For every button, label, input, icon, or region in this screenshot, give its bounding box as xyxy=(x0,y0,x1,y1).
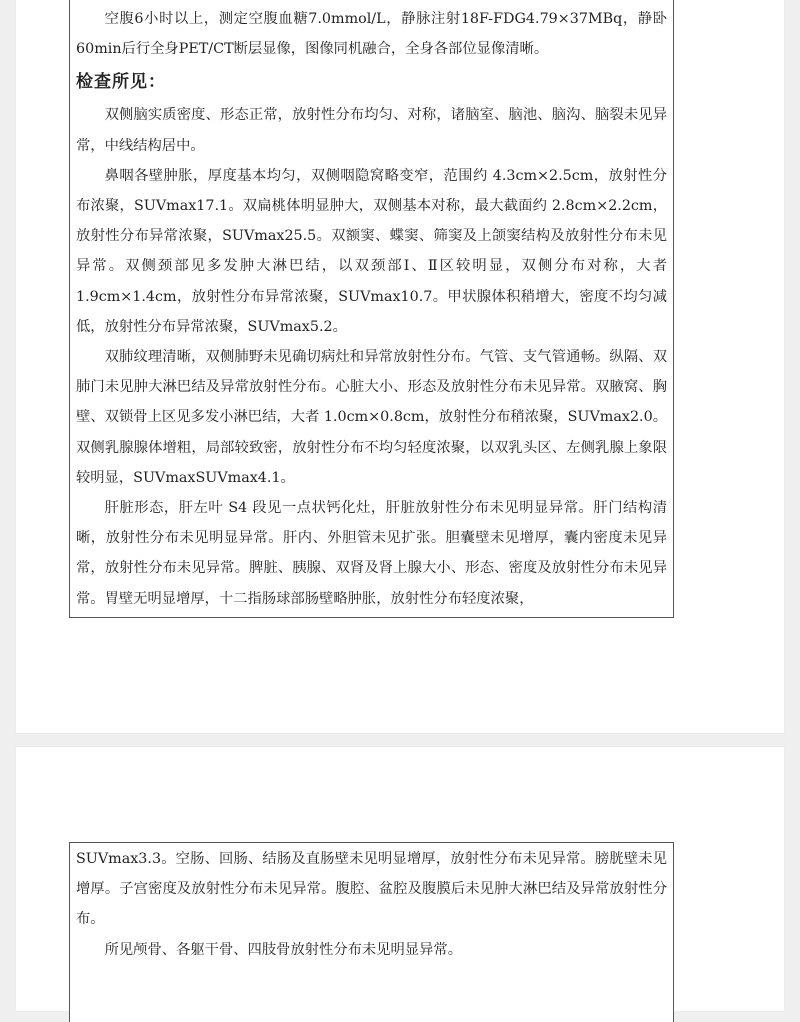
abdomen-pelvis-findings-paragraph: SUVmax3.3。空肠、回肠、结肠及直肠壁未见明显增厚，放射性分布未见异常。膀胱壁未见增厚。子宫密度及放射性分布未见异常。腹腔、盆腔及腹膜后未见肿大淋巴结及异常放射性分布。 xyxy=(76,851,667,928)
report-content-continued xyxy=(76,844,667,965)
brain-findings-paragraph: 双侧脑实质密度、形态正常，放射性分布均匀、对称，诸脑室、脑池、脑沟、脑裂未见异常，中线结构居中。 xyxy=(76,107,667,154)
exam-method-paragraph: 空腹6小时以上，测定空腹血糖7.0mmol/L，静脉注射18F-FDG4.79×37MBq，静卧60min后行全身PET/CT断层显像，图像同机融合，全身各部位显像清晰。 xyxy=(76,11,667,58)
report-page-2 xyxy=(16,747,784,1011)
head-neck-findings-paragraph: 鼻咽各壁肿胀，厚度基本均匀，双侧咽隐窝略变窄，范围约 4.3cm×2.5cm，放射性分布浓聚，SUVmax17.1。双扁桃体明显肿大，双侧基本对称，最大截面约 2.8cm×2.2cm，放射性分布异常浓聚，SUVmax25.5。双额窦、蝶窦、筛窦及上颌窦结构及放射性分布未见异常。双侧颈部见多发肿大淋巴结，以双颈部Ⅰ、Ⅱ区较明显，双侧分布对称，大者 1.9cm×1.4cm，放射性分布异常浓聚，SUVmax10.7。甲状腺体积稍增大，密度不均匀减低，放射性分布异常浓聚，SUVmax5.2。 xyxy=(76,167,667,335)
report-page-1 xyxy=(16,0,784,733)
findings-heading: 检查所见： xyxy=(76,72,166,93)
report-content xyxy=(76,4,667,614)
report-frame-continued xyxy=(69,842,674,1022)
abdomen-findings-paragraph: 肝脏形态，肝左叶 S4 段见一点状钙化灶，肝脏放射性分布未见明显异常。肝门结构清晰，放射性分布未见明显异常。肝内、外胆管未见扩张。胆囊壁未见增厚，囊内密度未见异常，放射性分布未见异常。脾脏、胰腺、双肾及肾上腺大小、形态、密度及放射性分布未见异常。胃壁无明显增厚，十二指肠球部肠壁略肿胀，放射性分布轻度浓聚， xyxy=(76,500,667,607)
chest-findings-paragraph: 双肺纹理清晰，双侧肺野未见确切病灶和异常放射性分布。气管、支气管通畅。纵隔、双肺门未见肿大淋巴结及异常放射性分布。心脏大小、形态及放射性分布未见异常。双腋窝、胸壁、双锁骨上区见多发小淋巴结，大者 1.0cm×0.8cm，放射性分布稍浓聚，SUVmax2.0。双侧乳腺腺体增粗，局部较致密，放射性分布不均匀轻度浓聚，以双乳头区、左侧乳腺上象限较明显，SUVmaxSUVmax4.1。 xyxy=(76,349,667,486)
report-frame xyxy=(69,0,674,618)
bone-findings-paragraph: 所见颅骨、各躯干骨、四肢骨放射性分布未见明显异常。 xyxy=(104,941,463,958)
